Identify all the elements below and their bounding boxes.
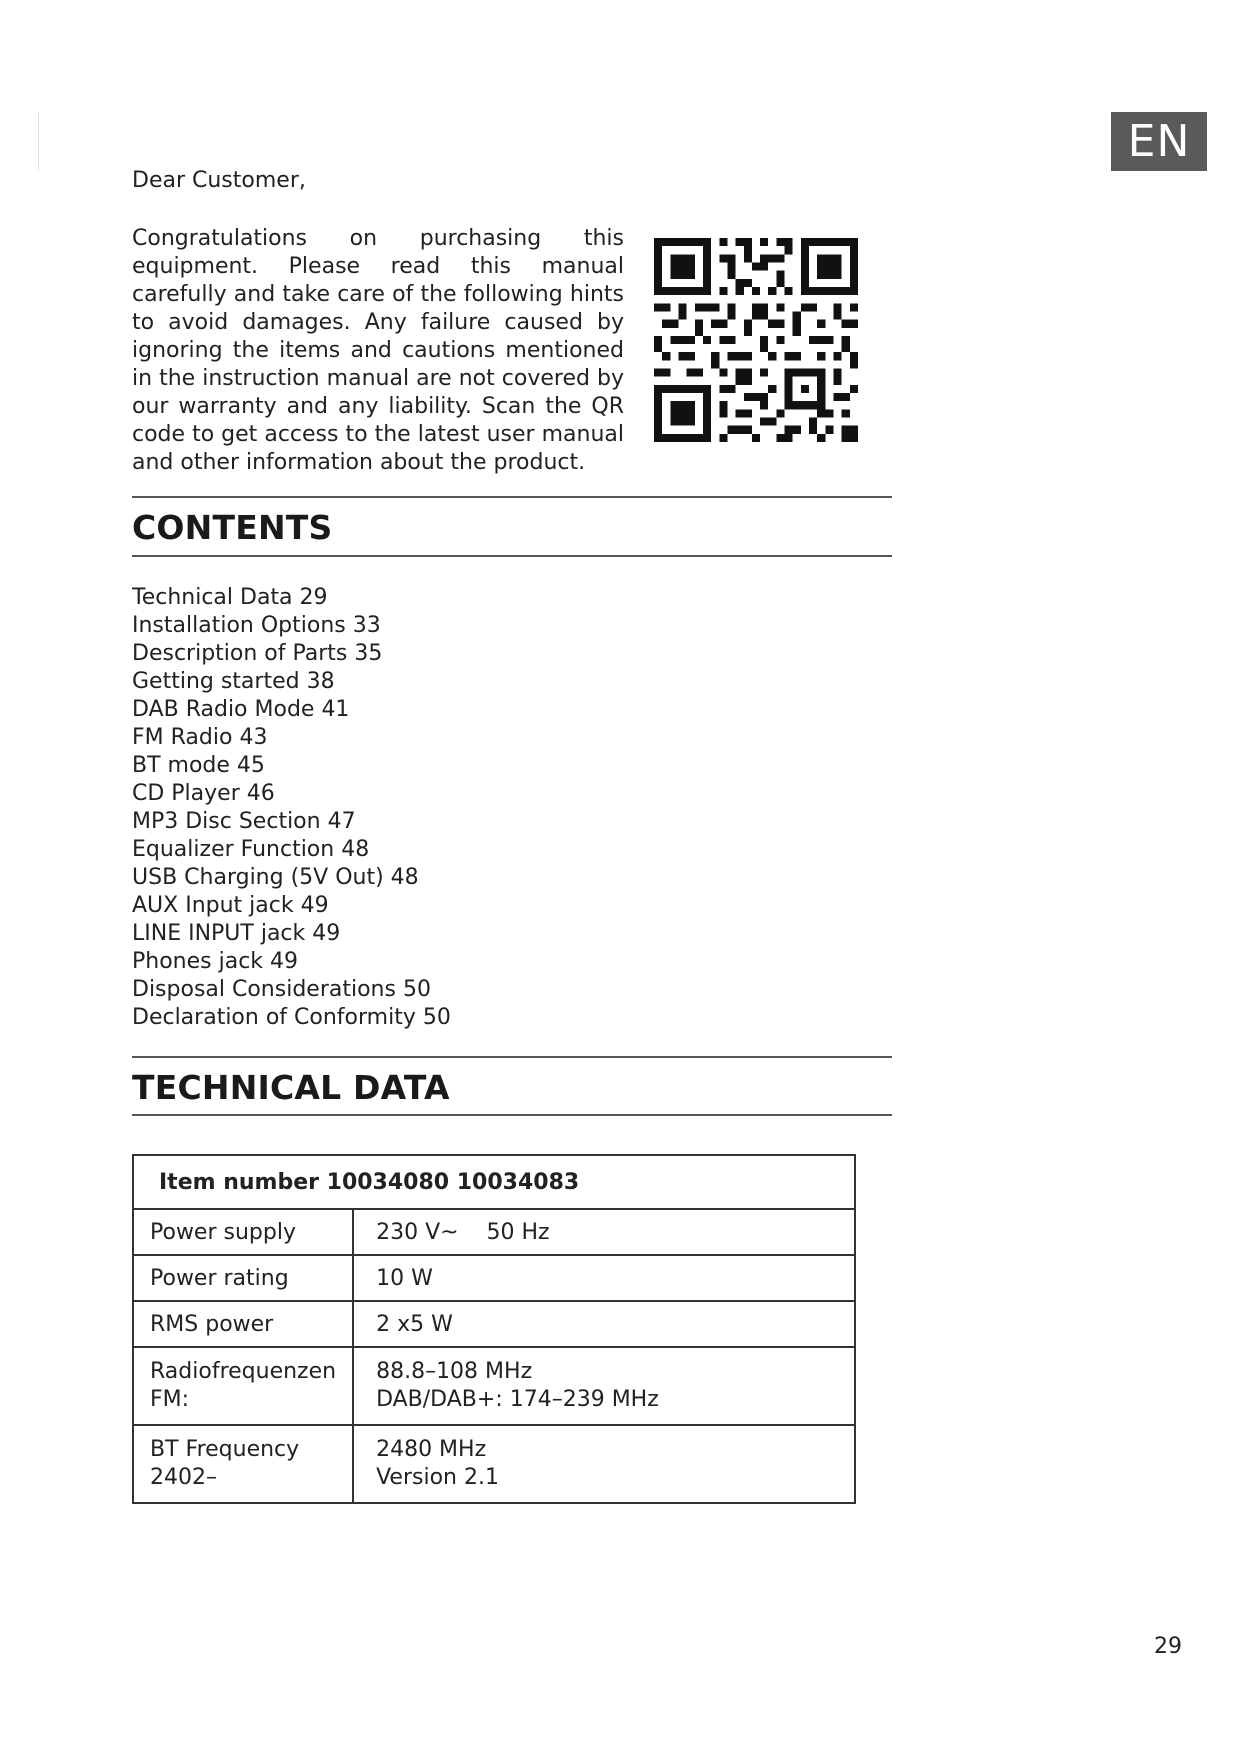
spec-value: 2 x5 W	[353, 1301, 855, 1347]
table-header-row	[133, 1155, 855, 1209]
table-row	[133, 1425, 855, 1503]
contents-title: CONTENTS	[132, 508, 333, 547]
spec-value-line: 88.8–108 MHz	[376, 1359, 533, 1384]
toc-item: Description of Parts 35	[132, 641, 383, 666]
toc-item: CD Player 46	[132, 781, 275, 806]
spec-label: Power rating	[133, 1255, 353, 1301]
contents-list	[132, 584, 451, 1032]
toc-item: BT mode 45	[132, 753, 265, 778]
qr-code	[654, 238, 858, 442]
intro-paragraph: Congratulations on purchasing this equipment. Please read this manual carefully and take care of the following hints to avoid damages. Any failure caused by ignoring the items and cautions mentioned in the instruction manual are not covered by our warranty and any liability. Scan the QR code to get access to the latest user manual and other information about the product.	[132, 226, 624, 475]
contents-rule-top	[132, 496, 892, 498]
table-row	[133, 1209, 855, 1255]
toc-item: Phones jack 49	[132, 949, 299, 974]
item-number-cell: Item number 10034080 10034083	[133, 1155, 855, 1209]
techdata-rule-top	[132, 1056, 892, 1058]
greeting: Dear Customer,	[132, 168, 306, 193]
spec-value-line: Version 2.1	[376, 1465, 499, 1490]
page-number: 29	[1154, 1634, 1182, 1659]
spec-value-line: DAB/DAB+: 174–239 MHz	[376, 1387, 659, 1412]
page-edge-mark	[38, 112, 39, 170]
toc-item: Getting started 38	[132, 669, 335, 694]
spec-value	[353, 1347, 855, 1425]
toc-item: Declaration of Conformity 50	[132, 1005, 451, 1030]
toc-item: DAB Radio Mode 41	[132, 697, 350, 722]
spec-label: BT Frequency 2402–	[133, 1425, 353, 1503]
toc-item: AUX Input jack 49	[132, 893, 329, 918]
spec-label: Power supply	[133, 1209, 353, 1255]
spec-value: 230 V~ 50 Hz	[353, 1209, 855, 1255]
table-row	[133, 1301, 855, 1347]
spec-label: RMS power	[133, 1301, 353, 1347]
toc-item: Disposal Considerations 50	[132, 977, 431, 1002]
table-row	[133, 1255, 855, 1301]
toc-item: USB Charging (5V Out) 48	[132, 865, 419, 890]
spec-value-line: 2480 MHz	[376, 1437, 487, 1462]
toc-item: Equalizer Function 48	[132, 837, 370, 862]
toc-item: MP3 Disc Section 47	[132, 809, 356, 834]
language-tab: EN	[1111, 112, 1207, 171]
toc-item: FM Radio 43	[132, 725, 268, 750]
technical-data-table	[132, 1154, 856, 1504]
contents-rule-bottom	[132, 555, 892, 557]
toc-item: Technical Data 29	[132, 585, 328, 610]
toc-item: LINE INPUT jack 49	[132, 921, 341, 946]
techdata-rule-bottom	[132, 1114, 892, 1116]
spec-value: 10 W	[353, 1255, 855, 1301]
techdata-title: TECHNICAL DATA	[132, 1068, 450, 1107]
toc-item: Installation Options 33	[132, 613, 381, 638]
spec-label: Radiofrequenzen FM:	[133, 1347, 353, 1425]
table-row	[133, 1347, 855, 1425]
spec-value	[353, 1425, 855, 1503]
